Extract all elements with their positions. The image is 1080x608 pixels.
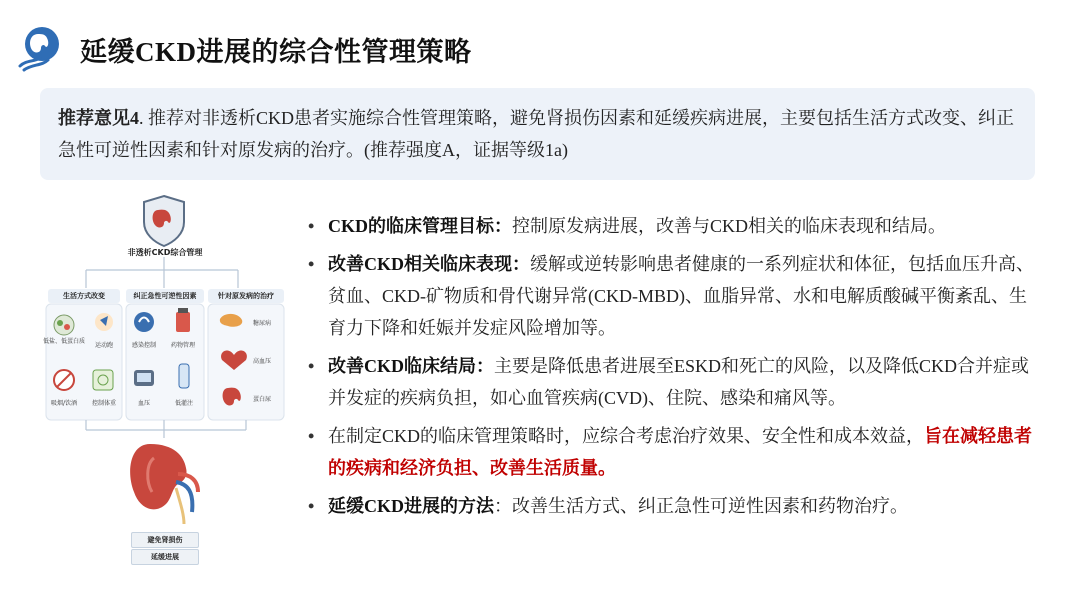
- label-blood-pressure: 血压: [137, 400, 150, 407]
- key-points-list: [306, 210, 1036, 528]
- label-proteinuria: 蛋白尿: [252, 396, 271, 403]
- bullet-text: ：改善生活方式、纠正急性可逆性因素和药物治疗。: [494, 496, 908, 516]
- recommendation-body: . 推荐对非透析CKD患者实施综合性管理策略，避免肾损伤因素和延缓疾病进展，主要包括生活方式改变、纠正急性可逆性因素和针对原发病的治疗。(推荐强度A，证据等级1a): [58, 108, 1014, 160]
- bullet-text: 主要是降低患者进展至ESKD和死亡的风险，以及降低CKD合并症或并发症的疾病负担，如心血管疾病(CVD)、住院、感染和痛风等。: [328, 356, 1030, 408]
- bullet-symbol: •: [308, 254, 315, 274]
- bullet-text: 控制原发病进展，改善与CKD相关的临床表现和结局。: [512, 216, 947, 236]
- bullet-highlight: 旨在减轻患者的疾病和经济负担、改善生活质量。: [328, 426, 1033, 478]
- bullet-heading: 改善CKD临床结局：: [328, 356, 494, 376]
- label-diabetes: 糖尿病: [252, 320, 271, 327]
- list-item: [306, 210, 1036, 242]
- bullet-symbol: •: [308, 216, 315, 236]
- bullet-text: 在制定CKD的临床管理策略时，应综合考虑治疗效果、安全性和成本效益，: [328, 426, 925, 446]
- list-item: [306, 350, 1036, 414]
- list-item: [306, 490, 1036, 522]
- recommendation-text: [58, 102, 1018, 166]
- recommendation-label: 推荐意见4: [58, 108, 139, 128]
- figure-title: 非透析CKD综合管理: [127, 248, 203, 257]
- recommendation-box: [40, 88, 1035, 180]
- ckd-management-illustration: [38, 192, 290, 572]
- category-primary-disease: 针对原发病的治疗: [208, 289, 284, 303]
- bullet-text: 缓解或逆转影响患者健康的一系列症状和体征，包括血压升高、贫血、CKD-矿物质和骨代谢异常(CKD-MBD)、血脂异常、水和电解质酸碱平衡紊乱、生育力下降和妊娠并发症风险增加等。: [328, 254, 1034, 338]
- label-hypoperfusion: 低灌注: [174, 400, 193, 407]
- badge-avoid-kidney-injury: 避免肾损伤: [131, 532, 199, 548]
- label-drug-management: 药物管理: [170, 342, 195, 349]
- label-smoking-drinking: 吸烟/饮酒: [50, 400, 78, 407]
- bullet-symbol: •: [308, 426, 315, 446]
- bullet-heading: CKD的临床管理目标：: [328, 216, 512, 236]
- label-hypertension: 高血压: [252, 358, 271, 365]
- list-item: [306, 420, 1036, 484]
- bullet-symbol: •: [308, 356, 315, 376]
- label-low-salt: 低盐、低蛋白质: [42, 338, 85, 345]
- page-title: 延缓CKD进展的综合性管理策略: [80, 37, 472, 67]
- label-infection-control: 感染控制: [131, 342, 156, 349]
- list-item: [306, 248, 1036, 344]
- category-lifestyle: 生活方式改变: [48, 289, 120, 303]
- bullet-symbol: •: [308, 496, 315, 516]
- badge-delay-progression: 延缓进展: [131, 549, 199, 565]
- kidney-logo-icon: [14, 22, 66, 74]
- label-exercise: 运动跑: [94, 342, 113, 349]
- category-acute-factors: 纠正急性可逆性因素: [126, 289, 204, 303]
- bullet-heading: 改善CKD相关临床表现：: [328, 254, 530, 274]
- bullet-heading: 延缓CKD进展的方法: [328, 496, 494, 516]
- label-weight-control: 控制体重: [91, 400, 116, 407]
